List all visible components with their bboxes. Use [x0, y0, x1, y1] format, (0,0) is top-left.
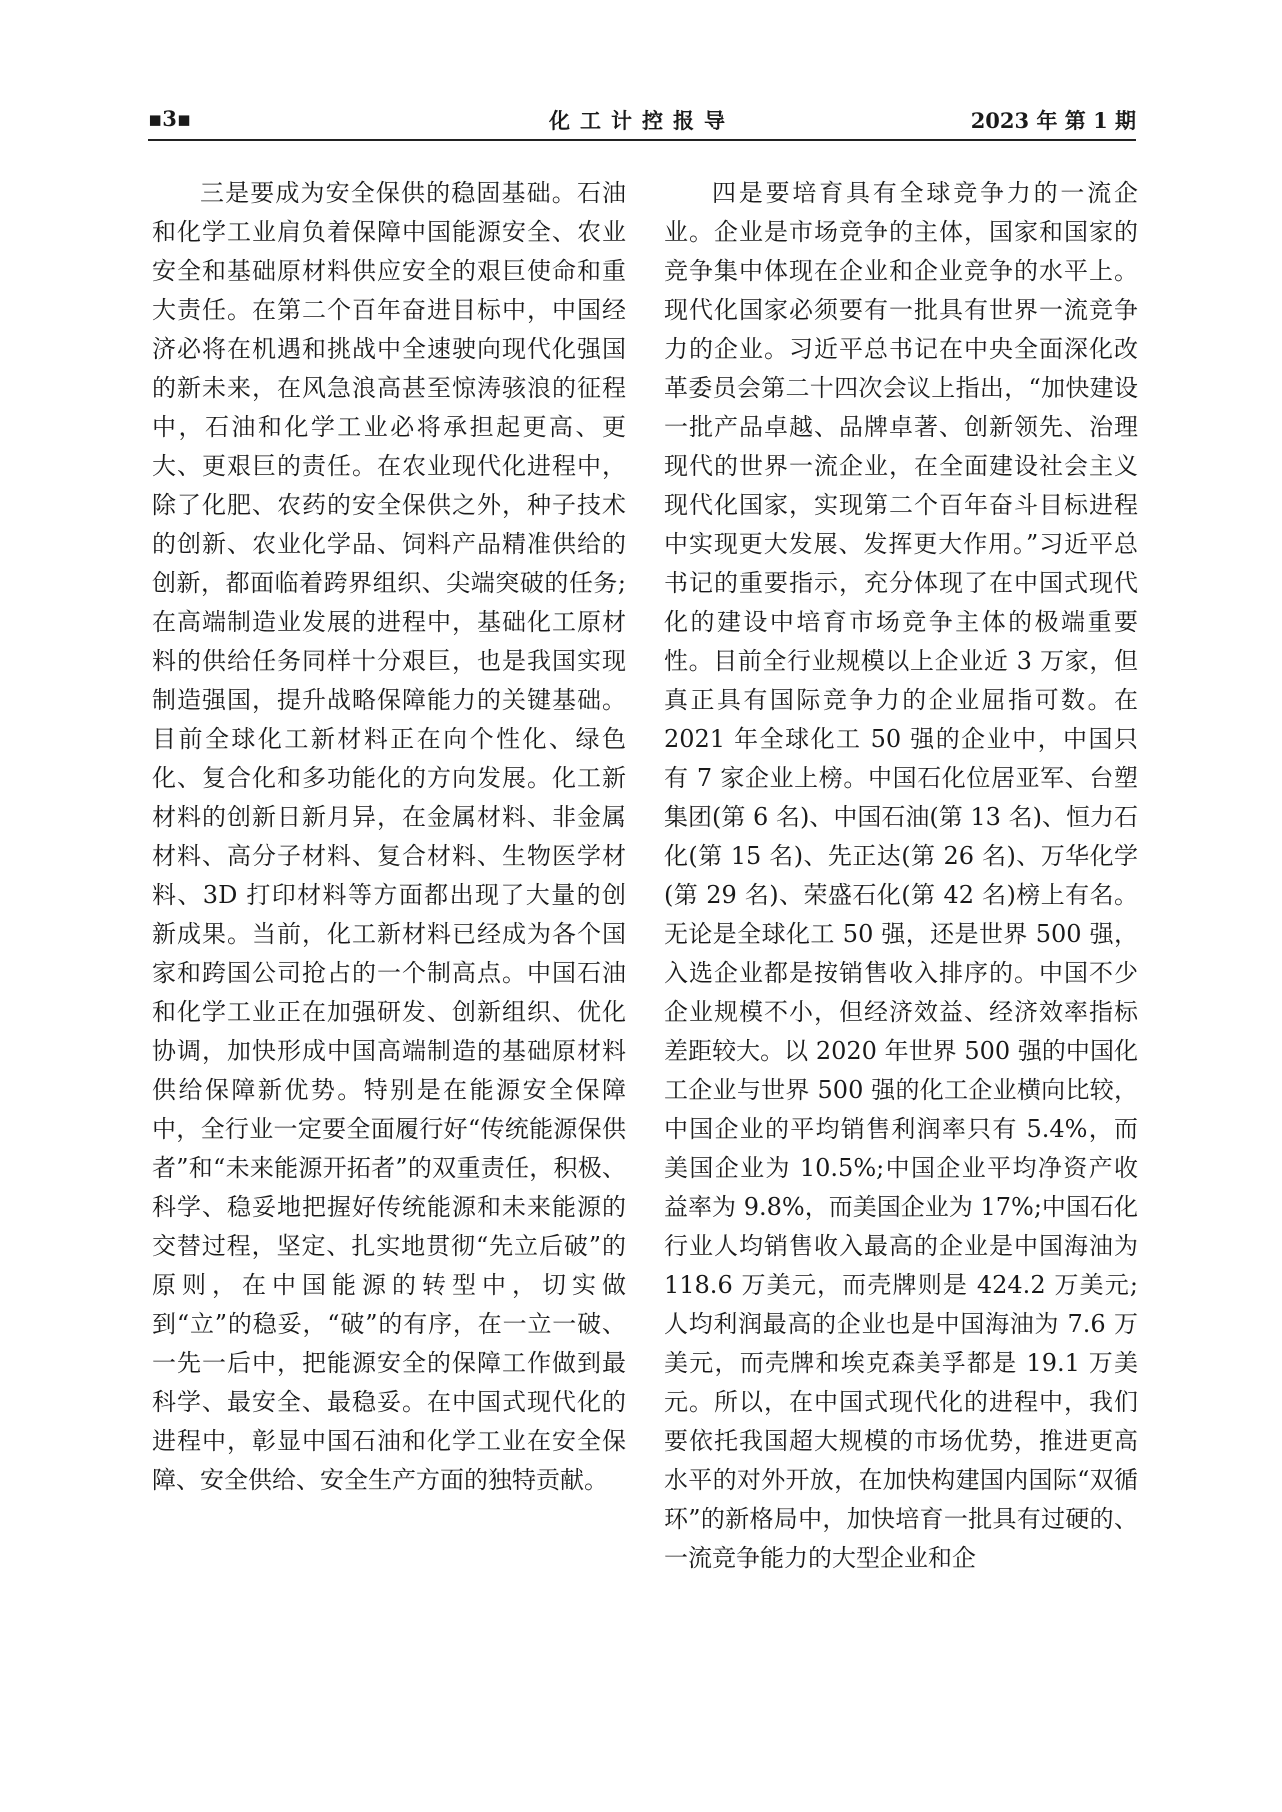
- paragraph-world-class-enterprises: 四是要培育具有全球竞争力的一流企业。企业是市场竞争的主体，国家和国家的竞争集中体现在企业和企业竞争的水平上。现代化国家必须要有一批具有世界一流竞争力的企业。习近平总书记在中央全面深化改革委员会第二十四次会议上指出，“加快建设一批产品卓越、品牌卓著、创新领先、治理现代的世界一流企业，在全面建设社会主义现代化国家，实现第二个百年奋斗目标进程中实现更大发展、发挥更大作用。”习近平总书记的重要指示，充分体现了在中国式现代化的建设中培育市场竞争主体的极端重要性。目前全行业规模以上企业近 3 万家，但真正具有国际竞争力的企业屈指可数。在 2021 年全球化工 50 强的企业中，中国只有 7 家企业上榜。中国石化位居亚军、台塑集团(第 6 名)、中国石油(第 13 名)、恒力石化(第 15 名)、先正达(第 26 名)、万华化学(第 29 名)、荣盛石化(第 42 名)榜上有名。无论是全球化工 50 强，还是世界 500 强，入选企业都是按销售收入排序的。中国不少企业规模不小，但经济效益、经济效率指标差距较大。以 2020 年世界 500 强的中国化工企业与世界 500 强的化工企业横向比较，中国企业的平均销售利润率只有 5.4%，而美国企业为 10.5%;中国企业平均净资产收益率为 9.8%，而美国企业为 17%;中国石化行业人均销售收入最高的企业是中国海油为 118.6 万美元，而壳牌则是 424.2 万美元;人均利润最高的企业也是中国海油为 7.6 万美元，而壳牌和埃克森美孚都是 19.1 万美元。所以，在中国式现代化的进程中，我们要依托我国超大规模的市场优势，推进更高水平的对外开放，在加快构建国内国际“双循环”的新格局中，加快培育一批具有过硬的、一流竞争能力的大型企业和企: [664, 179, 1138, 1572]
- left-column: [152, 174, 626, 1500]
- journal-name: 化工计控报导: [549, 108, 735, 133]
- right-column: [664, 174, 1138, 1578]
- header-rule: [148, 139, 1136, 141]
- page-number: ▪3▪: [148, 106, 192, 131]
- issue-label: 2023 年 第 1 期: [970, 108, 1136, 133]
- page-header: [148, 100, 1136, 138]
- paragraph-safety-supply: 三是要成为安全保供的稳固基础。石油和化学工业肩负着保障中国能源安全、农业安全和基础原材料供应安全的艰巨使命和重大责任。在第二个百年奋进目标中，中国经济必将在机遇和挑战中全速驶向现代化强国的新未来，在风急浪高甚至惊涛骇浪的征程中，石油和化学工业必将承担起更高、更大、更艰巨的责任。在农业现代化进程中，除了化肥、农药的安全保供之外，种子技术的创新、农业化学品、饲料产品精准供给的创新，都面临着跨界组织、尖端突破的任务;在高端制造业发展的进程中，基础化工原材料的供给任务同样十分艰巨，也是我国实现制造强国，提升战略保障能力的关键基础。目前全球化工新材料正在向个性化、绿色化、复合化和多功能化的方向发展。化工新材料的创新日新月异，在金属材料、非金属材料、高分子材料、复合材料、生物医学材料、3D 打印材料等方面都出现了大量的创新成果。当前，化工新材料已经成为各个国家和跨国公司抢占的一个制高点。中国石油和化学工业正在加强研发、创新组织、优化协调，加快形成中国高端制造的基础原材料供给保障新优势。特别是在能源安全保障中，全行业一定要全面履行好“传统能源保供者”和“未来能源开拓者”的双重责任，积极、科学、稳妥地把握好传统能源和未来能源的交替过程，坚定、扎实地贯彻“先立后破”的原则，在中国能源的转型中，切实做到“立”的稳妥，“破”的有序，在一立一破、一先一后中，把能源安全的保障工作做到最科学、最安全、最稳妥。在中国式现代化的进程中，彰显中国石油和化学工业在安全保障、安全供给、安全生产方面的独特贡献。: [152, 179, 626, 1494]
